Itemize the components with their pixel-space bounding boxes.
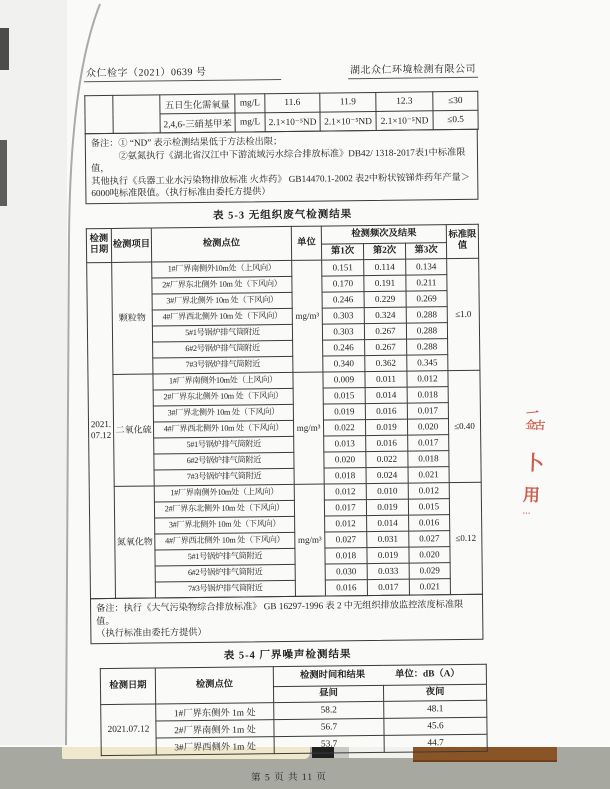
point-cell: 6#2号锅炉排气筒附近 [155, 564, 295, 582]
result-cell: 0.010 [366, 483, 408, 499]
point-cell: 5#1号锅炉排气筒附近 [152, 324, 292, 342]
binder-edge-mark [0, 28, 9, 70]
result-cell: 0.012 [407, 371, 448, 387]
notes-box-gas [90, 594, 483, 644]
point-cell: 1#厂界南侧外10m处（上风向） [153, 372, 293, 390]
param-cell: 2,4,6-三硝基甲苯 [160, 113, 235, 133]
result-cell: 0.019 [367, 547, 409, 563]
result-cell: 0.017 [367, 579, 409, 595]
result-cell: 0.362 [365, 355, 407, 371]
result-cell: 0.324 [364, 307, 406, 323]
result-cell: 0.246 [323, 340, 365, 356]
red-stamp-fragment: 一 佥古 卜 用 … [522, 405, 545, 516]
night-result-cell: 45.6 [384, 717, 487, 735]
unit-cell: mg/m³ [292, 260, 323, 372]
result-cell: 0.033 [367, 563, 409, 579]
col-header-run3: 第3次 [405, 243, 446, 259]
result-cell: 0.151 [322, 260, 364, 276]
point-cell: 4#厂界西北侧外 10m 处（下风向） [155, 532, 295, 550]
result-cell: 0.015 [323, 388, 365, 404]
col-header-date: 检测日期 [86, 228, 111, 262]
note-line: 其他执行《兵器工业水污染物排放标准 火炸药》 GB14470.1-2002 表2中粉状铵锑炸药年产量＞ [91, 171, 471, 186]
table53-title: 表 5-3 无组织废气检测结果 [212, 209, 353, 222]
item-cell: 二氧化硫 [113, 374, 154, 486]
limit-cell: ≤0.40 [448, 370, 481, 482]
note-line: （执行标准由委托方提供） [96, 627, 207, 639]
unit-cell: mg/L [235, 94, 265, 113]
point-cell: 3#厂界北侧外 10m 处（下风向） [153, 404, 293, 422]
point-cell: 2#厂界东北侧外 10m 处（下风向） [152, 276, 292, 294]
result-cell: 0.017 [324, 500, 366, 516]
noise-table [100, 663, 488, 755]
result-cell: 0.288 [406, 323, 447, 339]
point-cell: 2#厂界东北侧外 10m 处（下风向） [153, 388, 293, 406]
result-cell: 2.1×10⁻⁵ND [265, 112, 320, 132]
fugitive-gas-table [86, 224, 483, 599]
point-cell: 5#1号锅炉排气筒附近 [154, 436, 294, 454]
result-cell: 0.027 [409, 531, 450, 547]
notes-box-wastewater [85, 129, 479, 204]
table-row [101, 734, 487, 755]
result-cell: 2.1×10⁻⁵ND [320, 111, 376, 131]
result-cell: 0.340 [323, 356, 365, 372]
result-cell: 0.019 [323, 404, 365, 420]
result-cell: 0.014 [367, 515, 409, 531]
result-cell: 0.303 [322, 308, 364, 324]
result-cell: 0.288 [406, 307, 447, 323]
result-cell: 0.018 [407, 387, 448, 403]
note-line: ②氨氮执行《湖北省汉江中下游流域污水综合排放标准》DB42/ 1318-2017表1中标准限值， [91, 146, 466, 174]
result-cell: 2.1×10⁻⁵ND [376, 111, 433, 131]
point-cell: 3#厂界西侧外 1m 处 [156, 736, 274, 754]
result-cell: 0.018 [324, 468, 366, 484]
result-cell: 0.020 [324, 452, 366, 468]
result-cell: 0.017 [408, 435, 449, 451]
note-line: 备注：① “ND” 表示检测结果低于方法检出限； [90, 136, 283, 149]
limit-cell: ≤0.12 [449, 482, 482, 594]
point-cell: 5#1号锅炉排气筒附近 [155, 548, 295, 566]
result-cell: 0.269 [406, 291, 447, 307]
result-cell: 12.3 [376, 92, 433, 112]
col-header-point: 检测点位 [151, 226, 291, 262]
result-cell: 0.030 [325, 564, 367, 580]
result-cell: 0.021 [409, 579, 450, 595]
unit-label: 单位：dB（A） [395, 669, 460, 681]
result-cell: 0.013 [324, 436, 366, 452]
result-cell: 0.022 [366, 451, 408, 467]
param-cell: 五日生化需氧量 [160, 94, 235, 114]
point-cell: 2#厂界南侧外 1m 处 [156, 719, 274, 737]
item-cell: 颗粒物 [112, 262, 153, 374]
result-cell: 0.170 [322, 276, 364, 292]
note-line: 6000吨标准限值。（执行标准由委托方提供） [91, 186, 271, 199]
point-cell: 6#2号锅炉排气筒附近 [153, 340, 293, 358]
result-cell: 11.6 [265, 93, 320, 113]
result-cell: 0.014 [365, 387, 407, 403]
point-cell: 7#3号锅炉排气筒附近 [154, 468, 294, 486]
date-cell: 2021.07.12 [101, 704, 157, 756]
unit-cell: mg/m³ [294, 484, 325, 596]
result-cell: 0.229 [364, 291, 406, 307]
result-cell: 0.011 [365, 371, 407, 387]
point-cell: 6#2号锅炉排气筒附近 [154, 452, 294, 470]
day-result-cell: 53.7 [274, 735, 384, 753]
empty-item-cell [113, 95, 160, 134]
item-cell: 氮氧化物 [114, 486, 155, 598]
result-cell: 0.019 [366, 499, 408, 515]
unit-cell: mg/L [235, 113, 265, 132]
result-cell: 0.022 [323, 420, 365, 436]
page-number: 第 5 页 共 11 页 [251, 772, 327, 784]
point-cell: 3#厂界北侧外 10m 处（下风向） [155, 516, 295, 534]
col-header-day: 昼间 [273, 685, 383, 702]
empty-date-cell [85, 95, 113, 133]
point-cell: 4#厂界西北侧外 10m 处（下风向） [152, 308, 292, 326]
point-cell: 7#3号锅炉排气筒附近 [155, 580, 295, 598]
col-header-limit: 标准限值 [446, 224, 478, 258]
result-cell: 0.016 [366, 435, 408, 451]
day-result-cell: 58.2 [274, 701, 384, 719]
result-cell: 0.020 [409, 547, 450, 563]
col-header-night: 夜间 [383, 684, 486, 701]
result-cell: 0.029 [409, 563, 450, 579]
result-cell: 0.016 [409, 515, 450, 531]
wastewater-result-table [84, 91, 478, 134]
result-cell: 0.020 [407, 419, 448, 435]
col-header-time-result: 检测时间和结果 单位：dB（A） [273, 664, 486, 686]
point-cell: 3#厂界北侧外 10m 处（下风向） [152, 292, 292, 310]
result-cell: 0.114 [364, 259, 406, 275]
point-cell: 4#厂界西北侧外 10m 处（下风向） [153, 420, 293, 438]
col-header-frequency: 检测频次及结果 [321, 225, 446, 244]
night-result-cell: 48.1 [384, 700, 487, 718]
night-result-cell: 44.7 [384, 734, 487, 752]
point-cell: 2#厂界东北侧外 10m 处（下风向） [154, 500, 294, 518]
result-cell: 0.267 [365, 339, 407, 355]
col-header-item: 检测项目 [111, 228, 151, 262]
result-cell: 0.016 [325, 580, 367, 596]
result-cell: 0.021 [408, 467, 449, 483]
result-cell: 0.016 [365, 403, 407, 419]
col-header-run1: 第1次 [321, 244, 363, 260]
binder-edge-mark [0, 140, 7, 206]
result-cell: 0.267 [364, 323, 406, 339]
result-cell: 0.345 [407, 355, 448, 371]
result-cell: 0.027 [325, 532, 367, 548]
limit-cell: ≤0.5 [433, 110, 478, 130]
day-result-cell: 56.7 [274, 718, 384, 736]
result-cell: 0.018 [325, 548, 367, 564]
company-name: 湖北众仁环境检测有限公司 [348, 60, 478, 79]
result-cell: 0.134 [406, 259, 447, 275]
result-cell: 0.018 [408, 451, 449, 467]
note-line: 备注：执行《大气污染物综合排放标准》 GB 16297-1996 表 2 中无组织排放监控浓度标准限值。 [96, 598, 464, 626]
result-cell: 0.012 [324, 484, 366, 500]
result-cell: 0.009 [323, 372, 365, 388]
result-cell: 11.9 [320, 92, 376, 112]
result-cell: 0.211 [406, 275, 447, 291]
result-cell: 0.303 [322, 324, 364, 340]
result-cell: 0.191 [364, 275, 406, 291]
result-cell: 0.246 [322, 292, 364, 308]
result-cell: 0.024 [366, 467, 408, 483]
point-cell: 1#厂界南侧外10m处（上风向） [154, 484, 294, 502]
result-cell: 0.019 [365, 419, 407, 435]
limit-cell: ≤1.0 [447, 258, 480, 370]
date-cell: 2021. 07.12 [87, 262, 116, 598]
limit-cell: ≤30 [433, 91, 478, 111]
report-number: 众仁检字（2021）0639 号 [84, 62, 281, 82]
unit-cell: mg/m³ [293, 372, 324, 484]
result-cell: 0.288 [407, 339, 448, 355]
point-cell: 7#3号锅炉排气筒附近 [153, 356, 293, 374]
point-cell: 1#厂界东侧外 1m 处 [156, 702, 274, 720]
col-header-unit: 单位 [291, 226, 321, 260]
col-header-run2: 第2次 [363, 243, 405, 259]
result-cell: 0.012 [325, 516, 367, 532]
table54-title: 表 5-4 厂界噪声检测结果 [223, 649, 352, 662]
document-content [84, 60, 486, 785]
result-cell: 0.012 [408, 483, 449, 499]
point-cell: 1#厂界南侧外10m处（上风向） [152, 260, 292, 278]
col-header-point: 检测点位 [155, 666, 273, 703]
result-cell: 0.015 [408, 499, 449, 515]
result-cell: 0.031 [367, 531, 409, 547]
result-cell: 0.017 [407, 403, 448, 419]
col-header-date: 检测日期 [100, 668, 155, 705]
document-header [84, 60, 478, 82]
